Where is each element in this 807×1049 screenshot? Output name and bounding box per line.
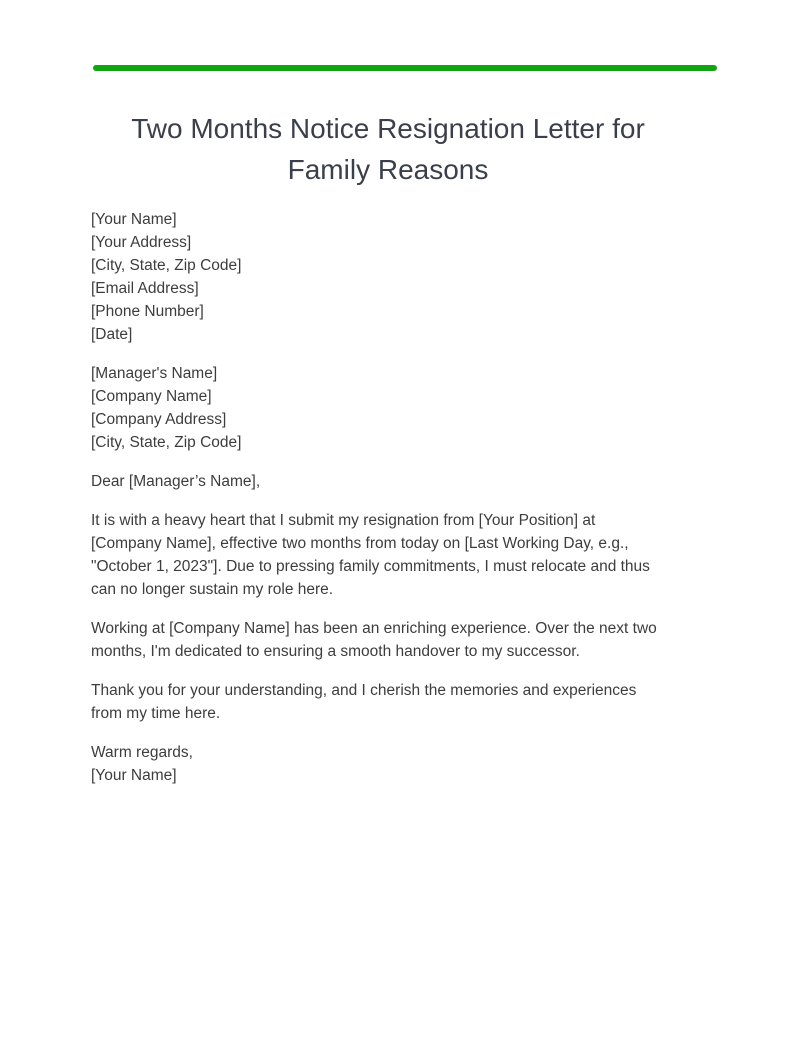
- top-accent-bar: [93, 65, 717, 71]
- paragraph-line: [Company Name], effective two months from today on [Last Working Day, e.g.,: [91, 535, 629, 552]
- paragraph-line: "October 1, 2023"]. Due to pressing family commitments, I must relocate and thus: [91, 558, 650, 575]
- body-paragraph-2: [91, 617, 691, 663]
- paragraph-line: months, I'm dedicated to ensuring a smooth handover to my successor.: [91, 643, 580, 660]
- sender-name: [Your Name]: [91, 211, 177, 228]
- body-paragraph-3: [91, 679, 691, 725]
- recipient-city-state-zip: [City, State, Zip Code]: [91, 434, 242, 451]
- document-title: Two Months Notice Resignation Letter for Family Reasons: [131, 113, 645, 185]
- recipient-name: [Manager's Name]: [91, 365, 218, 382]
- salutation: [91, 470, 691, 493]
- paragraph-line: can no longer sustain my role here.: [91, 581, 334, 598]
- letter-body: [91, 208, 691, 803]
- sender-phone: [Phone Number]: [91, 303, 204, 320]
- sender-city-state-zip: [City, State, Zip Code]: [91, 257, 242, 274]
- paragraph-line: Working at [Company Name] has been an enriching experience. Over the next two: [91, 620, 657, 637]
- sender-email: [Email Address]: [91, 280, 199, 297]
- salutation-text: Dear [Manager’s Name],: [91, 473, 261, 490]
- paragraph-line: from my time here.: [91, 705, 221, 722]
- paragraph-line: Thank you for your understanding, and I cherish the memories and experiences: [91, 682, 637, 699]
- closing-phrase: Warm regards,: [91, 744, 193, 761]
- letter-date: [Date]: [91, 326, 133, 343]
- body-paragraph-1: [91, 509, 691, 601]
- closing-block: [91, 741, 691, 787]
- sender-address: [Your Address]: [91, 234, 192, 251]
- recipient-address-block: [91, 362, 691, 454]
- sender-address-block: [91, 208, 691, 346]
- closing-signature: [Your Name]: [91, 767, 177, 784]
- recipient-company: [Company Name]: [91, 388, 212, 405]
- recipient-company-address: [Company Address]: [91, 411, 227, 428]
- paragraph-line: It is with a heavy heart that I submit my resignation from [Your Position] at: [91, 512, 596, 529]
